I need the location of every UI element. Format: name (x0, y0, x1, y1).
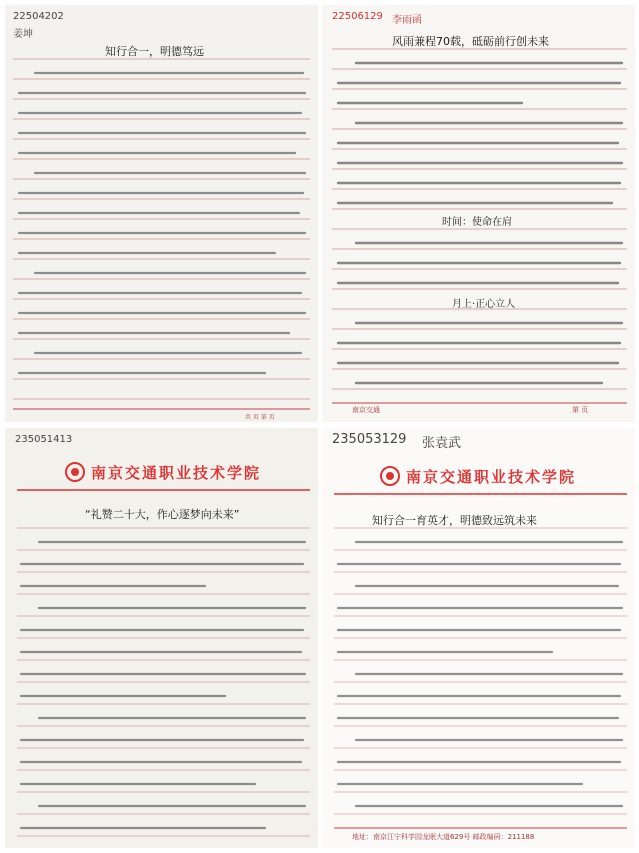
student-name: 李雨函 (392, 15, 422, 26)
student-id: 235053129 (332, 432, 407, 447)
student-id: 235051413 (15, 434, 73, 445)
essay-title: 知行合一育英才，明德致远筑未来 (372, 514, 537, 527)
photo-bottom-right (322, 428, 635, 848)
photo-top-left (5, 5, 318, 422)
subheading-1: 时间：使命在肩 (442, 217, 512, 228)
photo-top-right (322, 5, 635, 422)
school-name: 南京交通职业技术学院 (406, 468, 577, 486)
essay-title: 风雨兼程70载，砥砺前行创未来 (392, 35, 549, 48)
subheading-2: 月上·正心立人 (452, 299, 516, 310)
letterhead-paper (5, 428, 318, 848)
school-name: 南京交通职业技术学院 (91, 464, 262, 482)
student-name: 姜坤 (13, 29, 33, 40)
page-label: 共 页 第 页 (245, 414, 275, 421)
lined-paper (5, 5, 318, 422)
student-id: 22504202 (13, 11, 64, 22)
essay-title: “礼赞二十大，作心逐梦向未来” (85, 508, 240, 521)
essay-title: 知行合一，明德笃远 (105, 45, 204, 58)
school-mark: 南京交通 (352, 406, 380, 414)
letterhead-footer: 地址：南京江宁科学园龙眠大道629号 邮政编码：211188 (352, 833, 535, 841)
photo-bottom-left (5, 428, 318, 848)
page-label: 第 页 (572, 406, 589, 414)
student-id: 22506129 (332, 11, 383, 22)
letterhead-paper (322, 428, 635, 848)
student-name: 张袁武 (422, 436, 462, 451)
